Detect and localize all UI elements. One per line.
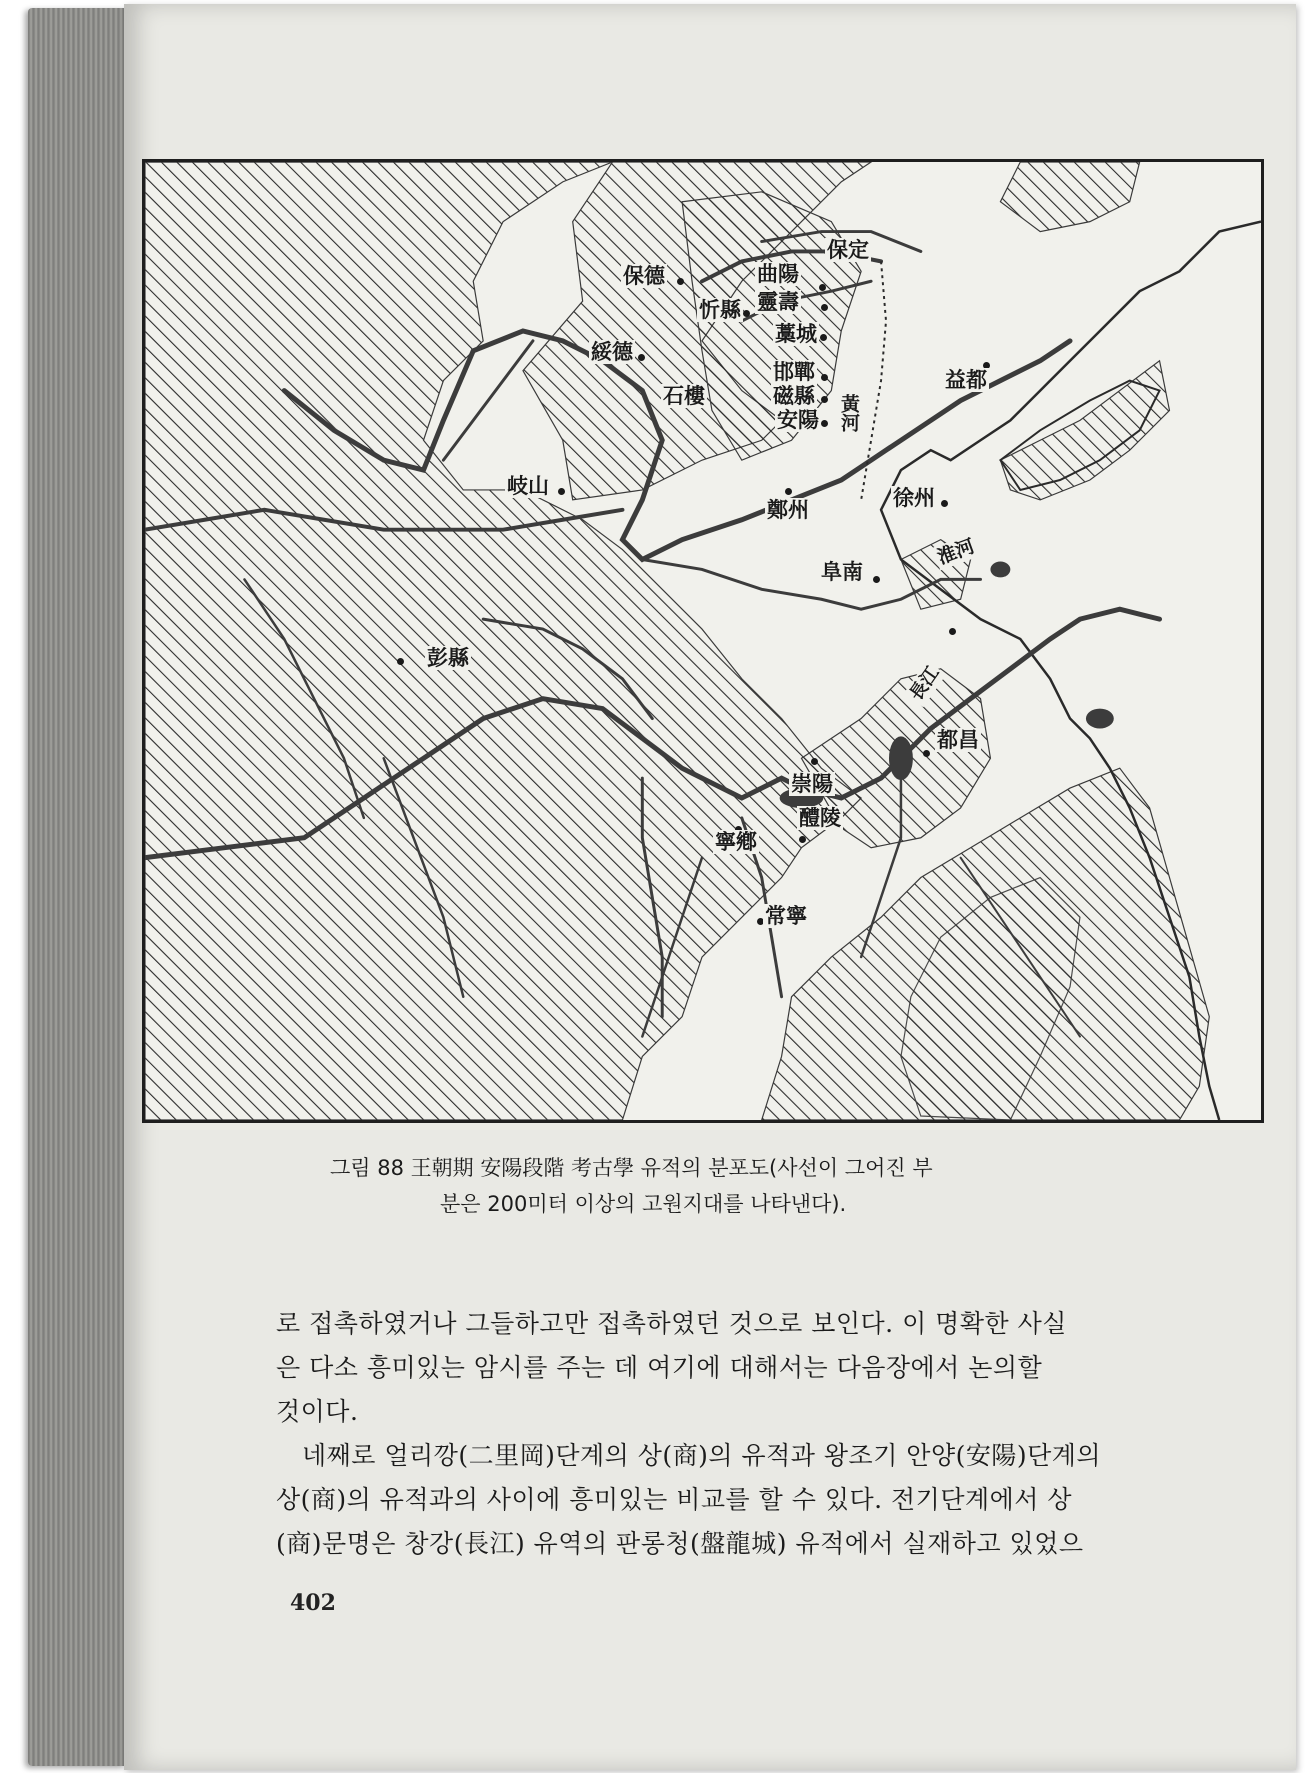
label-xuzhou: 徐州 (893, 485, 935, 510)
body-line: 로 접촉하였거나 그들하고만 접촉하였던 것으로 보인다. 이 명확한 사실 (276, 1309, 1067, 1338)
site-dot-zhengzhou (785, 488, 792, 495)
site-dot-gaocheng (820, 334, 827, 341)
label-funan: 阜南 (821, 559, 863, 584)
label-qishan: 岐山 (507, 473, 549, 498)
label-suide: 綏德 (591, 339, 633, 364)
lake-hongze (990, 561, 1010, 577)
site-dot-qishan (558, 488, 565, 495)
body-line: 상(商)의 유적과의 사이에 흥미있는 비교를 할 수 있다. 전기단계에서 상 (276, 1485, 1073, 1514)
site-dot-cixian (821, 396, 828, 403)
label-handan: 邯鄲 (773, 359, 815, 384)
label-yidu: 益都 (945, 367, 987, 392)
site-dot-anyang (821, 420, 828, 427)
label-duchang: 都昌 (937, 727, 979, 752)
site-dot-unlabeled (949, 628, 956, 635)
label-baoding: 保定 (827, 237, 869, 262)
label-pengxian: 彭縣 (427, 645, 469, 670)
site-dot-duchang (923, 750, 930, 757)
label-baode: 保德 (623, 263, 665, 288)
caption-line-1: 그림 88 王朝期 安陽段階 考古學 유적의 분포도(사선이 그어진 부 (330, 1156, 933, 1180)
body-text (276, 1302, 1188, 1566)
label-lingshou: 靈壽 (757, 289, 799, 314)
book-edge (28, 8, 126, 1766)
body-line: (商)문명은 창강(長江) 유역의 판롱청(盤龍城) 유적에서 실재하고 있었으 (276, 1529, 1084, 1558)
site-dot-lingshou (821, 304, 828, 311)
page-number: 402 (290, 1590, 336, 1616)
body-line: 네째로 얼리깡(二里岡)단계의 상(商)의 유적과 왕조기 안양(安陽)단계의 (302, 1441, 1102, 1470)
site-dot-quyang (819, 284, 826, 291)
site-dot-baode (677, 278, 684, 285)
distribution-map (142, 159, 1264, 1123)
label-chongyang: 崇陽 (791, 771, 833, 796)
label-liling: 醴陵 (799, 805, 841, 830)
lake-poyang (889, 736, 913, 780)
label-gaocheng: 藁城 (775, 321, 817, 346)
label-ningxiang: 寧鄕 (715, 829, 757, 854)
caption-line-2: 분은 200미터 이상의 고원지대를 나타낸다). (440, 1192, 847, 1216)
lake-taihu (1086, 709, 1114, 729)
label-shilou: 石樓 (663, 383, 705, 408)
label-huanghe: 黃河 (838, 394, 860, 432)
label-anyang: 安陽 (777, 407, 819, 432)
label-zhengzhou: 鄭州 (767, 497, 809, 522)
label-quyang: 曲陽 (757, 261, 799, 286)
body-line: 은 다소 흥미있는 암시를 주는 데 여기에 대해서는 다음장에서 논의할 (276, 1353, 1043, 1382)
label-changning: 常寧 (765, 903, 807, 928)
body-line: 것이다. (276, 1397, 359, 1426)
figure-caption (330, 1150, 1150, 1222)
label-changjiang: 長江 (904, 661, 947, 708)
site-dot-suide (638, 354, 645, 361)
site-dot-pengxian (397, 658, 404, 665)
label-cixian: 磁縣 (773, 383, 815, 408)
site-dot-xuzhou (941, 500, 948, 507)
site-dot-funan (873, 576, 880, 583)
site-dot-liling (799, 836, 806, 843)
site-dot-chongyang (811, 758, 818, 765)
label-huaihe: 淮河 (932, 534, 980, 571)
site-dot-xinxian (743, 310, 750, 317)
label-xinxian: 忻縣 (699, 297, 741, 322)
site-dot-handan (821, 374, 828, 381)
